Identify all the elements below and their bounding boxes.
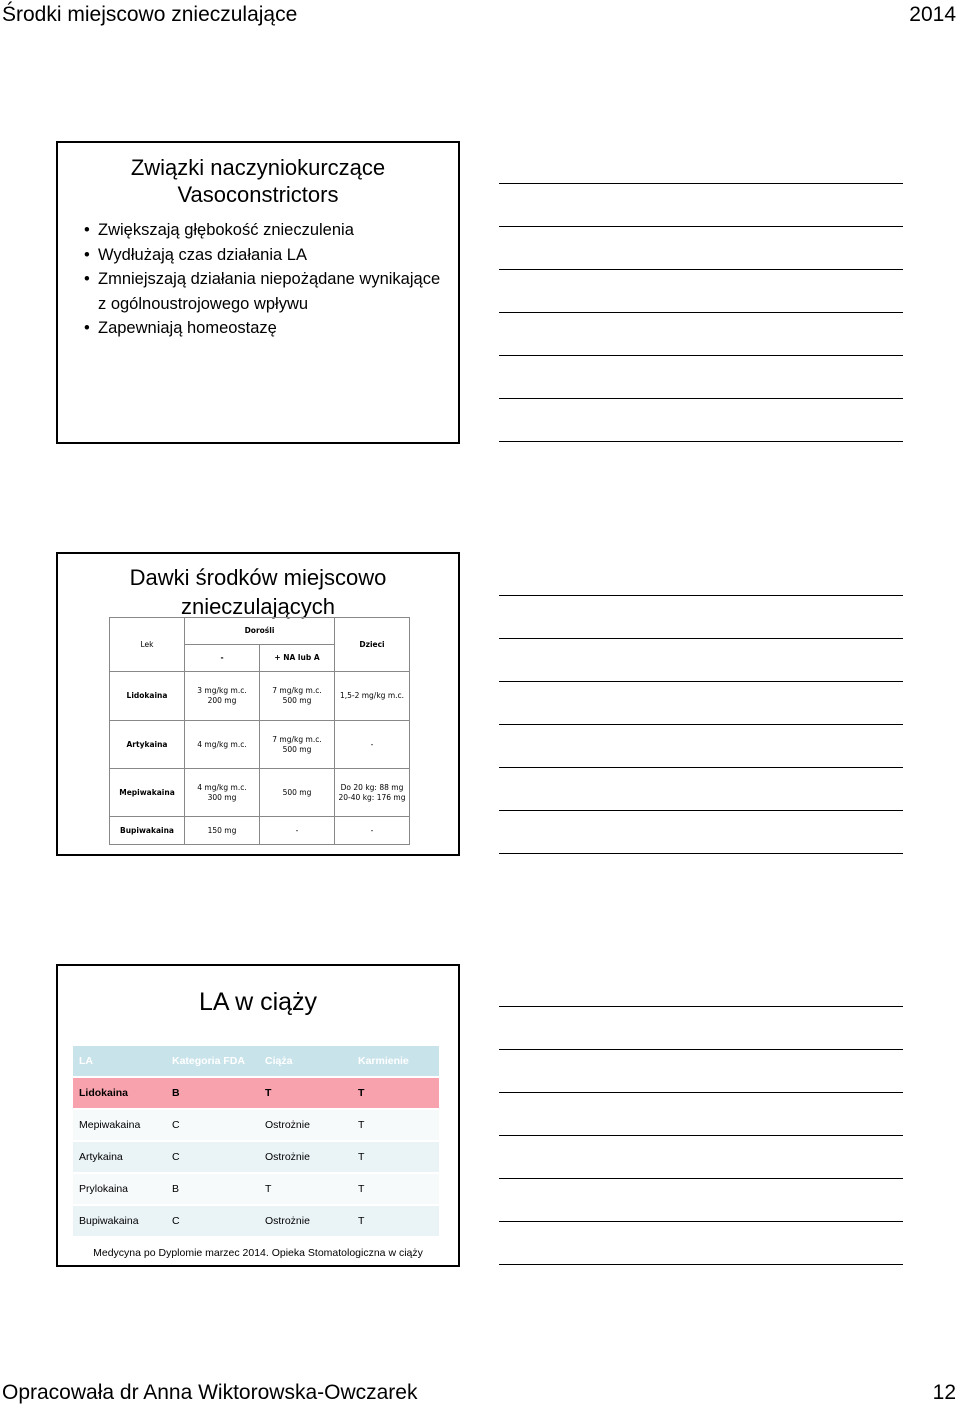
dose-line: 7 mg/kg m.c. [272, 734, 322, 744]
dose-line: - [370, 825, 374, 835]
page-header-year: 2014 [909, 3, 956, 26]
note-line [499, 638, 903, 639]
dose-cell [335, 769, 410, 817]
dose-cell [185, 769, 260, 817]
dose-line: 500 mg [282, 787, 312, 797]
bullet-text: Zapewniają homeostazę [98, 319, 277, 337]
note-line [499, 183, 903, 184]
page-header-title: Środki miejscowo znieczulające [2, 3, 298, 26]
dose-cell [185, 721, 260, 769]
bullet-text: Wydłużają czas działania LA [98, 245, 307, 264]
note-line [499, 1221, 903, 1222]
dose-line: 3 mg/kg m.c. [197, 686, 247, 695]
column-header: Karmienie [352, 1046, 439, 1077]
table-cell: T [352, 1109, 439, 1141]
note-line [499, 1178, 903, 1179]
table-cell: T [352, 1141, 439, 1173]
dose-cell [185, 672, 260, 721]
table-cell: T [352, 1173, 439, 1205]
note-line [499, 1006, 903, 1007]
dose-cell [335, 721, 410, 769]
bullet-list [84, 218, 444, 341]
table-cell: Bupiwakaina [73, 1205, 166, 1237]
column-header: LA [73, 1046, 166, 1077]
table-cell: Ostrożnie [259, 1205, 352, 1237]
table-cell: T [259, 1173, 352, 1205]
table-row [110, 672, 410, 721]
dose-cell [335, 817, 410, 845]
table-row [110, 769, 410, 817]
drug-name: Mepiwakaina [110, 769, 185, 817]
table-cell: Prylokaina [73, 1173, 166, 1205]
page-number: 12 [932, 1381, 956, 1404]
slide-title-line1: Związki naczyniokurczące [130, 155, 386, 180]
dose-cell [260, 769, 335, 817]
drug-name: Lidokaina [110, 672, 185, 721]
bullet-item [84, 218, 444, 243]
table-row [73, 1173, 439, 1205]
table-cell: B [166, 1077, 259, 1109]
table-cell: C [166, 1205, 259, 1237]
bullet-item [84, 316, 444, 341]
table-cell: Mepiwakaina [73, 1109, 166, 1141]
dose-cell [260, 721, 335, 769]
slide-caption: Medycyna po Dyplomie marzec 2014. Opieka Stomatologiczna w ciąży [93, 1247, 423, 1259]
bullet-dot-icon: • [84, 319, 90, 337]
slide-title: LA w ciąży [198, 988, 318, 1016]
table-row [73, 1205, 439, 1237]
dose-cell [260, 817, 335, 845]
table-header-row [73, 1046, 439, 1077]
slide-title-line2: Vasoconstrictors [177, 182, 339, 207]
table-cell: Artykaina [73, 1141, 166, 1173]
note-line [499, 595, 903, 596]
dose-line: Do 20 kg: 88 mg [340, 782, 404, 792]
header-minus: - [185, 645, 260, 672]
bullet-dot-icon: • [84, 221, 90, 239]
note-line [499, 355, 903, 356]
note-line [499, 312, 903, 313]
table-cell: T [259, 1077, 352, 1109]
note-line [499, 724, 903, 725]
dose-line: 7 mg/kg m.c. [272, 686, 322, 695]
note-line [499, 1264, 903, 1265]
table-cell: C [166, 1141, 259, 1173]
drug-name: Bupiwakaina [110, 817, 185, 845]
bullet-text: Zmniejszają działania niepożądane wynikające z ogólnoustrojowego wpływu [98, 270, 441, 313]
dose-line: 4 mg/kg m.c. [197, 739, 247, 749]
dose-line: 300 mg [207, 792, 237, 802]
header-na: + NA lub A [260, 645, 335, 672]
note-line [499, 767, 903, 768]
table-row [110, 817, 410, 845]
table-cell: Ostrożnie [259, 1109, 352, 1141]
dose-line: 200 mg [207, 696, 237, 705]
table-cell: B [166, 1173, 259, 1205]
slide-title-line1: Dawki środków miejscowo [129, 565, 387, 590]
bullet-item [84, 243, 444, 268]
dose-line: 500 mg [282, 696, 312, 705]
note-line [499, 853, 903, 854]
dose-line: 4 mg/kg m.c. [197, 782, 247, 792]
dose-cell [260, 672, 335, 721]
note-line [499, 810, 903, 811]
slide-dosage [56, 552, 460, 856]
note-line [499, 269, 903, 270]
table-row [110, 721, 410, 769]
page-footer-author: Opracowała dr Anna Wiktorowska-Owczarek [2, 1381, 418, 1404]
note-line [499, 441, 903, 442]
note-line [499, 1135, 903, 1136]
table-cell: C [166, 1109, 259, 1141]
table-cell: Lidokaina [73, 1077, 166, 1109]
table-row [73, 1077, 439, 1109]
dose-line: 20-40 kg: 176 mg [338, 792, 406, 802]
dose-cell [335, 672, 410, 721]
slide-title [58, 154, 458, 208]
table-cell: T [352, 1077, 439, 1109]
slide-title-line2: znieczulających [180, 594, 336, 619]
slide-title [58, 563, 458, 621]
header-dzieci: Dzieci [335, 618, 410, 672]
dose-cell [185, 817, 260, 845]
note-line [499, 226, 903, 227]
column-header: Kategoria FDA [166, 1046, 259, 1077]
dosage-table [109, 617, 410, 845]
dose-line: 150 mg [207, 825, 237, 835]
table-row [73, 1141, 439, 1173]
pregnancy-table [73, 1046, 439, 1238]
note-line [499, 681, 903, 682]
table-cell: T [352, 1205, 439, 1237]
column-header: Ciąża [259, 1046, 352, 1077]
bullet-item [84, 267, 444, 316]
note-line [499, 1049, 903, 1050]
dose-line: 1,5-2 mg/kg m.c. [339, 691, 405, 700]
note-line [499, 398, 903, 399]
table-row [73, 1109, 439, 1141]
dose-line: - [370, 739, 374, 749]
bullet-dot-icon: • [84, 245, 90, 264]
slide-vasoconstrictors [56, 141, 460, 444]
bullet-dot-icon: • [84, 270, 90, 288]
header-lek: Lek [110, 618, 185, 672]
dose-line: 500 mg [282, 744, 312, 754]
header-dorosli: Dorośli [185, 618, 335, 645]
note-line [499, 1092, 903, 1093]
dose-line: - [295, 825, 299, 835]
bullet-text: Zwiększają głębokość znieczulenia [98, 221, 354, 239]
table-cell: Ostrożnie [259, 1141, 352, 1173]
drug-name: Artykaina [110, 721, 185, 769]
slide-la-pregnancy [56, 964, 460, 1267]
